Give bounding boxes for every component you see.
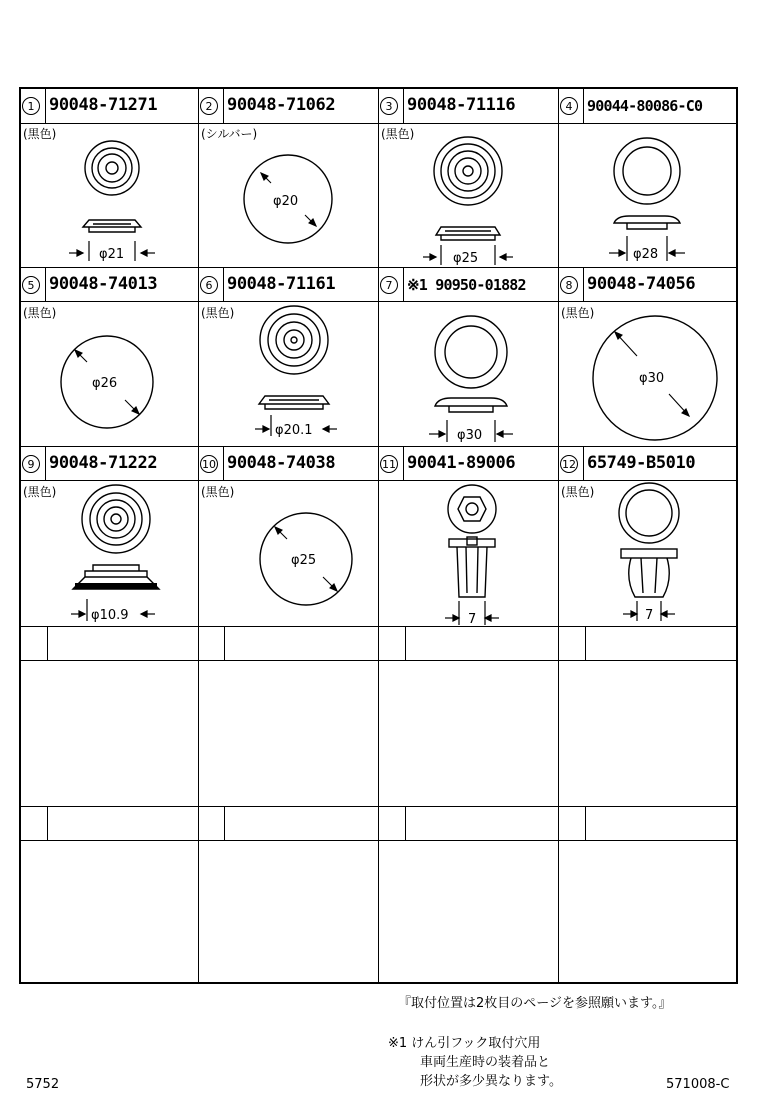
color-note: (黒色) bbox=[201, 485, 235, 499]
cell-header bbox=[21, 89, 201, 123]
cell-header bbox=[379, 89, 559, 123]
item-number: 2 bbox=[200, 97, 218, 115]
color-note: (黒色) bbox=[23, 306, 57, 320]
header-separator bbox=[403, 268, 404, 302]
remark-line: 車両生産時の装着品と bbox=[420, 1055, 551, 1070]
part-number: 90048-71062 bbox=[227, 95, 336, 115]
item-number: 9 bbox=[22, 455, 40, 473]
part-number: 90048-71222 bbox=[49, 453, 158, 473]
part-number: ※1 90950-01882 bbox=[407, 276, 526, 294]
item-number: 3 bbox=[380, 97, 398, 115]
cell-header bbox=[199, 89, 379, 123]
plug-drawing bbox=[559, 302, 739, 448]
color-note: (黒色) bbox=[23, 127, 57, 141]
item-number: 1 bbox=[22, 97, 40, 115]
cell-header bbox=[199, 447, 379, 481]
header-separator bbox=[223, 447, 224, 481]
empty-header-separator bbox=[224, 806, 225, 840]
dimension-label: φ25 bbox=[453, 251, 479, 266]
cell-header bbox=[21, 447, 201, 481]
empty-header-separator bbox=[47, 626, 48, 660]
empty-header-separator bbox=[405, 626, 406, 660]
cell-header bbox=[379, 268, 559, 302]
grommet-drawing bbox=[379, 123, 559, 269]
color-note: (黒色) bbox=[23, 485, 57, 499]
cell-header bbox=[559, 89, 739, 123]
part-number: 90044-80086-C0 bbox=[587, 97, 703, 115]
grommet-drawing bbox=[21, 123, 201, 269]
plug-drawing bbox=[199, 123, 379, 269]
dimension-label: φ21 bbox=[99, 247, 125, 262]
item-number: 12 bbox=[560, 455, 578, 473]
part-number: 90048-71271 bbox=[49, 95, 158, 115]
page-code-left: 5752 bbox=[26, 1077, 60, 1092]
dimension-label: φ30 bbox=[639, 371, 665, 386]
cell-header bbox=[559, 268, 739, 302]
header-separator bbox=[403, 89, 404, 123]
dimension-label: φ28 bbox=[633, 247, 659, 262]
grommet-drawing bbox=[199, 302, 379, 448]
cell-header bbox=[199, 268, 379, 302]
dimension-label: φ26 bbox=[92, 376, 118, 391]
dimension-label: φ10.9 bbox=[91, 608, 129, 623]
item-number: 7 bbox=[380, 276, 398, 294]
row-divider bbox=[21, 806, 736, 807]
remark-line: ※1 けん引フック取付穴用 bbox=[388, 1036, 541, 1051]
color-note: (黒色) bbox=[381, 127, 415, 141]
header-separator bbox=[583, 89, 584, 123]
dimension-label: φ20 bbox=[273, 194, 299, 209]
empty-header-separator bbox=[224, 626, 225, 660]
item-number: 5 bbox=[22, 276, 40, 294]
cell-header bbox=[559, 447, 739, 481]
item-number: 11 bbox=[380, 455, 398, 473]
plug-drawing bbox=[21, 302, 201, 448]
row-divider bbox=[21, 660, 736, 661]
header-separator bbox=[45, 89, 46, 123]
color-note: (シルバー) bbox=[201, 127, 258, 141]
color-note: (黒色) bbox=[561, 485, 595, 499]
dimension-label: 7 bbox=[645, 608, 654, 623]
cell-header bbox=[21, 268, 201, 302]
ring-grommet-drawing bbox=[379, 302, 559, 448]
header-separator bbox=[583, 447, 584, 481]
header-separator bbox=[45, 447, 46, 481]
page-code-right: 571008-C bbox=[666, 1077, 730, 1092]
header-separator bbox=[45, 268, 46, 302]
empty-header-separator bbox=[585, 626, 586, 660]
part-number: 90041-89006 bbox=[407, 453, 516, 473]
grommet-drawing bbox=[21, 481, 201, 627]
item-number: 4 bbox=[560, 97, 578, 115]
header-separator bbox=[223, 89, 224, 123]
empty-header-separator bbox=[405, 806, 406, 840]
part-number: 90048-74038 bbox=[227, 453, 336, 473]
part-number: 90048-71116 bbox=[407, 95, 516, 115]
dimension-label: φ20.1 bbox=[275, 423, 313, 438]
header-separator bbox=[583, 268, 584, 302]
header-separator bbox=[403, 447, 404, 481]
plug-drawing bbox=[199, 481, 379, 627]
cell-header bbox=[379, 447, 559, 481]
item-number: 10 bbox=[200, 455, 218, 473]
color-note: (黒色) bbox=[561, 306, 595, 320]
remark-line: 形状が多少異なります。 bbox=[420, 1074, 562, 1089]
ring-grommet-drawing bbox=[559, 123, 739, 269]
part-number: 90048-71161 bbox=[227, 274, 336, 294]
empty-header-separator bbox=[585, 806, 586, 840]
row-divider bbox=[21, 840, 736, 841]
dimension-label: 7 bbox=[468, 612, 477, 627]
color-note: (黒色) bbox=[201, 306, 235, 320]
dimension-label: φ30 bbox=[457, 428, 483, 443]
item-number: 6 bbox=[200, 276, 218, 294]
dimension-label: φ25 bbox=[291, 553, 317, 568]
reference-note: 『取付位置は2枚目のページを参照願います。』 bbox=[398, 996, 672, 1011]
header-separator bbox=[223, 268, 224, 302]
clip-drawing bbox=[559, 481, 739, 627]
empty-header-separator bbox=[47, 806, 48, 840]
part-number: 65749-B5010 bbox=[587, 453, 696, 473]
item-number: 8 bbox=[560, 276, 578, 294]
parts-grid bbox=[19, 87, 738, 984]
part-number: 90048-74013 bbox=[49, 274, 158, 294]
clip-drawing bbox=[379, 481, 559, 627]
part-number: 90048-74056 bbox=[587, 274, 696, 294]
